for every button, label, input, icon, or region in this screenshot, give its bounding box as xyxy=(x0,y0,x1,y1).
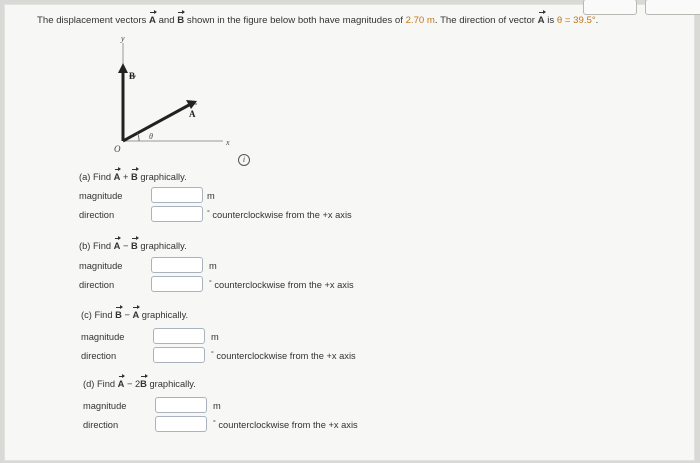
title-fragment: graphically. xyxy=(140,172,187,182)
top-button-left[interactable] xyxy=(583,0,637,15)
title-fragment: Find xyxy=(92,172,112,182)
prompt-lead: The displacement vectors xyxy=(37,15,147,26)
title-fragment: B xyxy=(140,379,147,389)
part-d-direction-input[interactable] xyxy=(155,416,207,432)
part-c-direction-label: direction xyxy=(81,351,117,361)
part-c-magnitude-label: magnitude xyxy=(81,332,125,342)
part-b-title xyxy=(79,241,187,251)
part-a-magnitude-input[interactable] xyxy=(151,187,203,203)
title-fragment: counterclockwise from the +x axis xyxy=(216,351,356,361)
vector-b-label: B xyxy=(129,71,136,81)
prompt-end: . xyxy=(595,15,599,26)
title-fragment: − xyxy=(122,241,129,251)
part-d-title xyxy=(83,379,196,389)
theta-label: θ xyxy=(149,132,153,141)
theta-value: θ = 39.5° xyxy=(556,15,596,26)
part-d-direction-label: direction xyxy=(83,420,119,430)
part-a-title xyxy=(79,172,187,182)
part-d-magnitude-input[interactable] xyxy=(155,397,207,413)
title-fragment: (b) xyxy=(79,241,91,251)
theta-arc xyxy=(137,133,139,141)
title-fragment: A xyxy=(113,241,121,251)
title-fragment: Find xyxy=(92,241,112,251)
part-d-magnitude-label: magnitude xyxy=(83,401,127,411)
part-a-magnitude-label: magnitude xyxy=(79,191,123,201)
part-d-direction-unit xyxy=(213,420,358,430)
title-fragment: (c) xyxy=(81,310,92,320)
part-c-magnitude-input[interactable] xyxy=(153,328,205,344)
part-c-direction-unit xyxy=(211,351,356,361)
part-b-direction-input[interactable] xyxy=(151,276,203,292)
title-fragment: graphically. xyxy=(149,379,196,389)
vector-figure xyxy=(105,35,245,160)
part-b-magnitude-input[interactable] xyxy=(151,257,203,273)
vector-a-symbol: A xyxy=(148,15,156,26)
origin-label: O xyxy=(114,144,121,154)
title-fragment: (a) xyxy=(79,172,91,182)
top-button-right[interactable] xyxy=(645,0,700,15)
vector-a-shaft xyxy=(123,105,189,141)
part-b-direction-unit xyxy=(209,280,354,290)
title-fragment: − 2 xyxy=(126,379,141,389)
x-axis-label: x xyxy=(226,138,230,147)
title-fragment: ° xyxy=(213,420,216,427)
vector-b-arrowhead xyxy=(118,63,128,73)
part-a-magnitude-unit: m xyxy=(207,191,215,201)
title-fragment: graphically. xyxy=(141,310,189,320)
prompt-direction-text: . The direction of vector xyxy=(434,15,535,26)
title-fragment: B xyxy=(115,310,122,320)
part-b-magnitude-label: magnitude xyxy=(79,261,123,271)
info-icon[interactable]: i xyxy=(238,154,250,166)
part-c-magnitude-unit: m xyxy=(211,332,219,342)
part-a-direction-unit xyxy=(207,210,352,220)
title-fragment: counterclockwise from the +x axis xyxy=(214,280,354,290)
title-fragment: ° xyxy=(207,210,210,217)
prompt-mid: shown in the figure below both have magnitudes of xyxy=(186,15,403,26)
vector-b-symbol: B xyxy=(177,15,185,26)
title-fragment: A xyxy=(117,379,125,389)
title-fragment: Find xyxy=(94,310,113,320)
vector-a-symbol-2: A xyxy=(537,15,545,26)
title-fragment: counterclockwise from the +x axis xyxy=(218,420,358,430)
problem-prompt xyxy=(37,15,598,26)
title-fragment: ° xyxy=(209,280,212,287)
part-b-magnitude-unit: m xyxy=(209,261,217,271)
title-fragment: B xyxy=(131,241,138,251)
problem-sheet xyxy=(4,4,695,461)
title-fragment: A xyxy=(113,172,121,182)
title-fragment: − xyxy=(124,310,130,320)
magnitude-value: 2.70 m xyxy=(405,15,435,26)
prompt-is: is xyxy=(547,15,555,26)
title-fragment: ° xyxy=(211,351,214,358)
vector-a-label: A xyxy=(189,109,196,119)
title-fragment: B xyxy=(131,172,138,182)
part-c-direction-input[interactable] xyxy=(153,347,205,363)
title-fragment: + xyxy=(122,172,129,182)
part-d-magnitude-unit: m xyxy=(213,401,221,411)
part-b-direction-label: direction xyxy=(79,280,115,290)
y-axis-label: y xyxy=(121,35,125,43)
title-fragment: Find xyxy=(96,379,116,389)
title-fragment: graphically. xyxy=(140,241,187,251)
part-a-direction-label: direction xyxy=(79,210,115,220)
title-fragment: (d) xyxy=(83,379,95,389)
part-a-direction-input[interactable] xyxy=(151,206,203,222)
title-fragment: A xyxy=(132,310,140,320)
title-fragment: counterclockwise from the +x axis xyxy=(212,210,352,220)
part-c-title xyxy=(81,310,188,320)
prompt-and: and xyxy=(158,15,175,26)
